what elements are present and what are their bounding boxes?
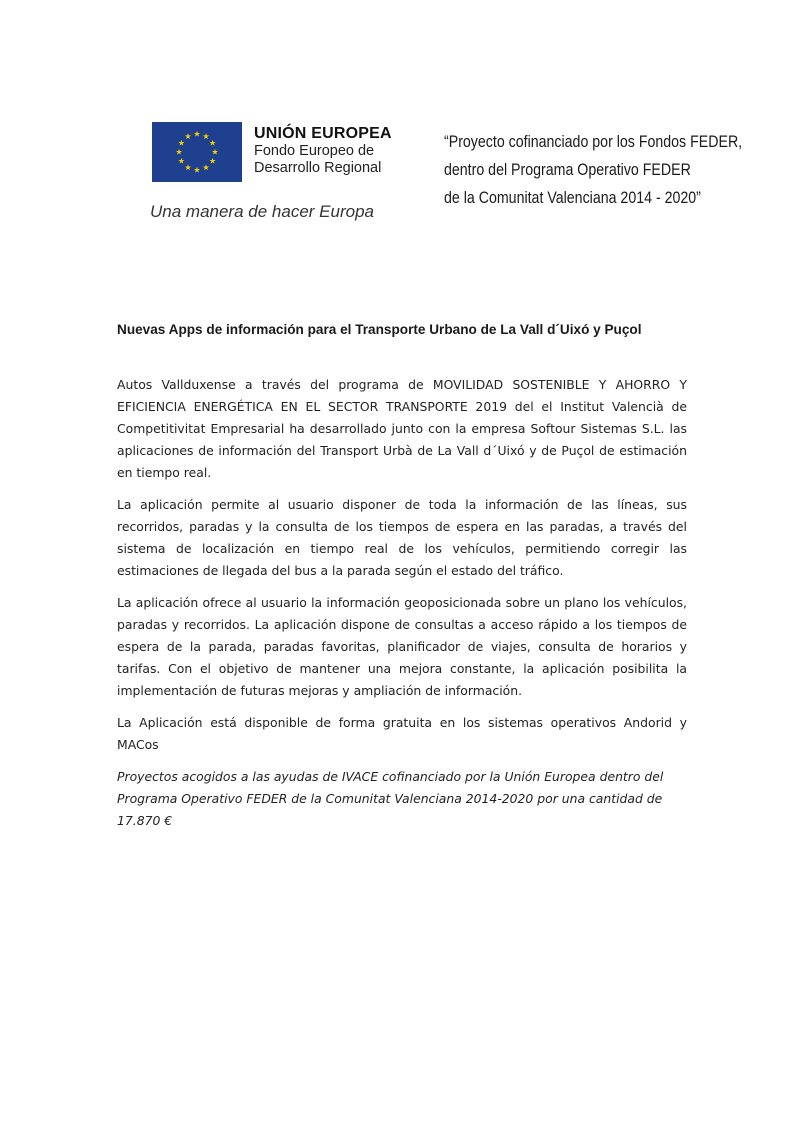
feder-quote xyxy=(444,128,743,212)
document-content xyxy=(117,374,687,842)
eu-text-block xyxy=(254,124,424,177)
eu-motto: Una manera de hacer Europa xyxy=(150,202,374,221)
paragraph-2: La aplicación permite al usuario disponer de toda la información de las líneas, sus recorridos, paradas y la consulta de los tiempos de espera en las paradas, a través del sistema de localización en tiempo real de los vehículos, permitiendo corregir las estimaciones de llegada del bus a la parada según el estado del tráfico. xyxy=(117,497,687,578)
feder-quote-line1: “Proyecto cofinanciado por los Fondos FEDER, xyxy=(444,133,743,151)
eu-fund-line2: Desarrollo Regional xyxy=(254,160,382,176)
feder-quote-line3: de la Comunitat Valenciana 2014 - 2020” xyxy=(444,189,701,207)
paragraph-3: La aplicación ofrece al usuario la información geoposicionada sobre un plano los vehículos, paradas y recorridos. La aplicación dispone de consultas a acceso rápido a los tiempos de espera de la parada, paradas favoritas, planificador de viajes, consulta de horarios y tarifas. Con el objetivo de mantener una mejora constante, la aplicación posibilita la implementación de futuras mejoras y ampliación de información. xyxy=(117,595,687,698)
eu-title: UNIÓN EUROPEA xyxy=(254,125,392,142)
feder-quote-line2: dentro del Programa Operativo FEDER xyxy=(444,161,691,179)
document-title: Nuevas Apps de información para el Transporte Urbano de La Vall d´Uixó y Puçol xyxy=(117,322,642,337)
paragraph-funding-note: Proyectos acogidos a las ayudas de IVACE cofinanciado por la Unión Europea dentro del Programa Operativo FEDER de la Comunitat Valenciana 2014-2020 por una cantidad de 17.870 € xyxy=(117,769,664,828)
eu-flag-icon xyxy=(152,122,242,182)
eu-fund-line1: Fondo Europeo de xyxy=(254,143,375,159)
eu-logo xyxy=(152,122,242,182)
paragraph-1: Autos Vallduxense a través del programa de MOVILIDAD SOSTENIBLE Y AHORRO Y EFICIENCIA ENERGÉTICA EN EL SECTOR TRANSPORTE 2019 del el Institut Valencià de Competitivitat Empresarial ha desarrollado junto con la empresa Softour Sistemas S.L. las aplicaciones de información del Transport Urbà de La Vall d´Uixó y de Puçol de estimación en tiempo real. xyxy=(117,377,687,480)
paragraph-4: La Aplicación está disponible de forma gratuita en los sistemas operativos Andorid y MACos xyxy=(117,715,687,752)
